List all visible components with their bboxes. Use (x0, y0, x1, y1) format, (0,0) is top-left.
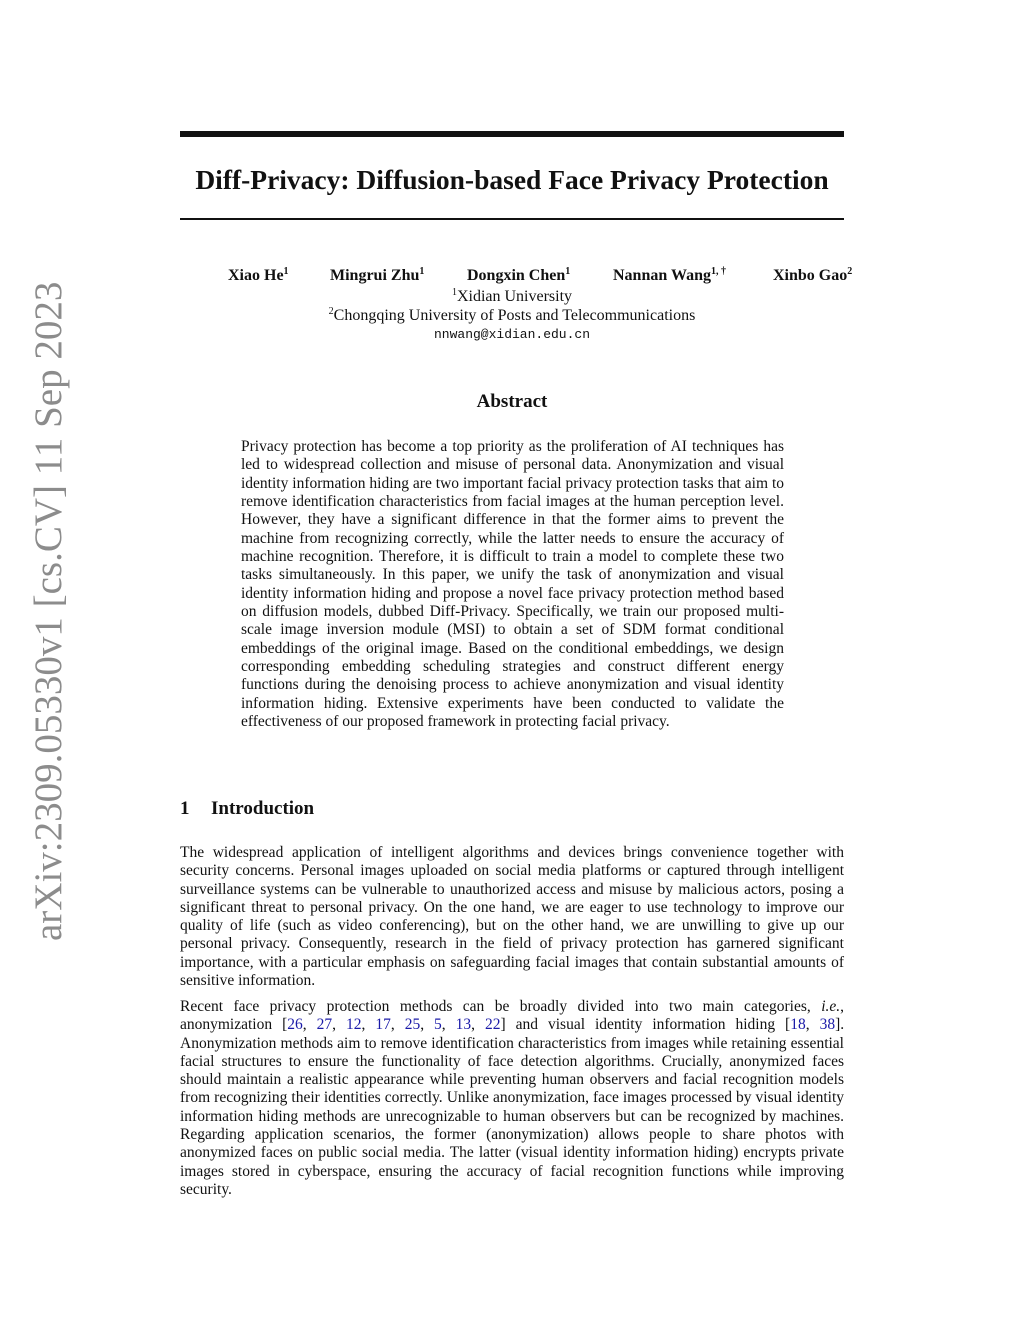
citation-link[interactable]: 17 (375, 1016, 391, 1034)
author-name: Nannan Wang (613, 267, 711, 284)
affiliation-name: Chongqing University of Posts and Telecommunications (333, 307, 696, 324)
intro-paragraph-2: Recent face privacy protection methods can be broadly divided into two main categories, i.e., anonymization [26, 27, 12, 17, 25, 5, 13, 22] and visual identity information hiding [18, 38]. Anonymization methods aim to remove identification characteristics from images while retaining essential facial structures to ensure the functionality of face detection algorithms. Crucially, anonymized faces should maintain a realistic appearance while preventing human observers and facial recognition models from recognizing their identities correctly. Unlike anonymization, face images processed by visual identity information hiding methods are unrecognizable to human observers but can be recognized by machines. Regarding application scenarios, the former (anonymization) allows people to share photos with anonymized faces on public social media. The latter (visual identity information hiding) encrypts private images stored in cyberspace, ensuring the accuracy of facial recognition functions while improving security. (180, 998, 845, 1198)
affiliation (180, 306, 844, 326)
title-bottom-rule (180, 218, 844, 220)
citation-link[interactable]: 26 (287, 1016, 303, 1034)
citation-link[interactable]: 38 (819, 1016, 836, 1034)
author-name: Xiao He (228, 267, 284, 284)
abstract-text: Privacy protection has become a top priority as the proliferation of AI techniques has led to widespread collection and misuse of personal data. Anonymization and visual identity information hiding are two important facial privacy protection tasks that aim to remove identification characteristics from facial images at the human perception level. However, they have a significant difference in that the former aims to prevent the machine from recognizing correctly, while the latter needs to ensure the accuracy of machine recognition. Therefore, it is difficult to train a model to complete these two tasks simultaneously. In this paper, we unify the task of anonymization and visual identity information hiding and propose a novel face privacy protection method based on diffusion models, dubbed Diff-Privacy. Specifically, we train our proposed multi-scale image inversion module (MSI) to obtain a set of SDM format conditional embeddings of the original image. Based on the conditional embeddings, we design corresponding embedding scheduling strategies and construct different energy functions during the denoising process to achieve anonymization and visual identity information hiding. Extensive experiments have been conducted to validate the effectiveness of our proposed framework in protecting facial privacy. (241, 438, 784, 731)
author-affiliation-mark: 1 (283, 266, 289, 277)
title-top-rule (180, 131, 844, 137)
paragraph-text: ]. Anonymization methods aim to remove identification characteristics from images while retaining essential facial structures to ensure the functionality of face detection algorithms. Crucially, anonymized faces should maintain a realistic appearance while preventing human observers and facial recognition models from recognizing their identities correctly. Unlike anonymization, face images processed by visual identity information hiding methods are unrecognizable to human observers but can be recognized by machines. Regarding application scenarios, the former (anonymization) allows people to share photos with anonymized faces on public social media. The latter (visual identity information hiding) encrypts private images stored in cyberspace, ensuring the accuracy of facial recognition functions while improving security. (180, 1016, 845, 1198)
intro-paragraph-1: The widespread application of intelligent algorithms and devices brings convenience together with security concerns. Personal images uploaded on social media platforms or captured through intelligent surveillance systems can be vulnerable to unauthorized access and misuse by malicious actors, posing a significant threat to personal privacy. On the one hand, we are eager to use technology to improve our quality of life (such as video conferencing), but on the other hand, we are unwilling to give up our personal privacy. Consequently, research in the field of privacy protection has garnered significant importance, with a particular emphasis on safeguarding facial images that contain substantial amounts of sensitive information. (180, 844, 844, 990)
affiliation (180, 287, 844, 307)
paragraph-text: Recent face privacy protection methods can be broadly divided into two main categories, (180, 998, 811, 1015)
section-title: Introduction (211, 798, 315, 819)
citation-link[interactable]: 22 (485, 1016, 501, 1034)
citation-link[interactable]: 12 (345, 1016, 362, 1034)
author-affiliation-mark: 2 (847, 266, 853, 277)
author (613, 265, 726, 287)
affiliation-mark: 1 (451, 287, 457, 298)
section-number: 1 (180, 798, 190, 819)
citation-link[interactable]: 18 (790, 1016, 806, 1034)
citation-link[interactable]: 13 (455, 1016, 472, 1034)
paragraph-text: , anonymization [ (180, 998, 844, 1034)
ie-abbreviation: i.e. (821, 998, 841, 1015)
arxiv-identifier[interactable]: arXiv:2309.05330v1 [cs.CV] 11 Sep 2023 (27, 281, 70, 941)
author-list (228, 265, 858, 287)
author-affiliation-mark: 1, † (710, 266, 726, 277)
author-name: Mingrui Zhu (330, 267, 420, 284)
section-heading-introduction (180, 797, 314, 821)
author-name: Dongxin Chen (467, 267, 566, 284)
author (467, 265, 570, 287)
author (330, 265, 424, 287)
paper-title: Diff-Privacy: Diffusion-based Face Privacy Protection (195, 164, 829, 195)
affiliation-name: Xidian University (456, 288, 573, 305)
citation-link[interactable]: 27 (316, 1016, 333, 1034)
author-affiliation-mark: 1 (565, 266, 571, 277)
paragraph-text: ] and visual identity information hiding [ (500, 1016, 791, 1034)
contact-email[interactable]: nnwang@xidian.edu.cn (433, 327, 591, 342)
citation-link[interactable]: 5 (434, 1016, 442, 1034)
author-name: Xinbo Gao (773, 267, 848, 284)
author (773, 265, 852, 287)
author-affiliation-mark: 1 (419, 266, 425, 277)
citation-link[interactable]: 25 (404, 1016, 421, 1034)
affiliation-mark: 2 (328, 306, 334, 317)
abstract-heading: Abstract (476, 391, 548, 412)
author (228, 265, 289, 287)
